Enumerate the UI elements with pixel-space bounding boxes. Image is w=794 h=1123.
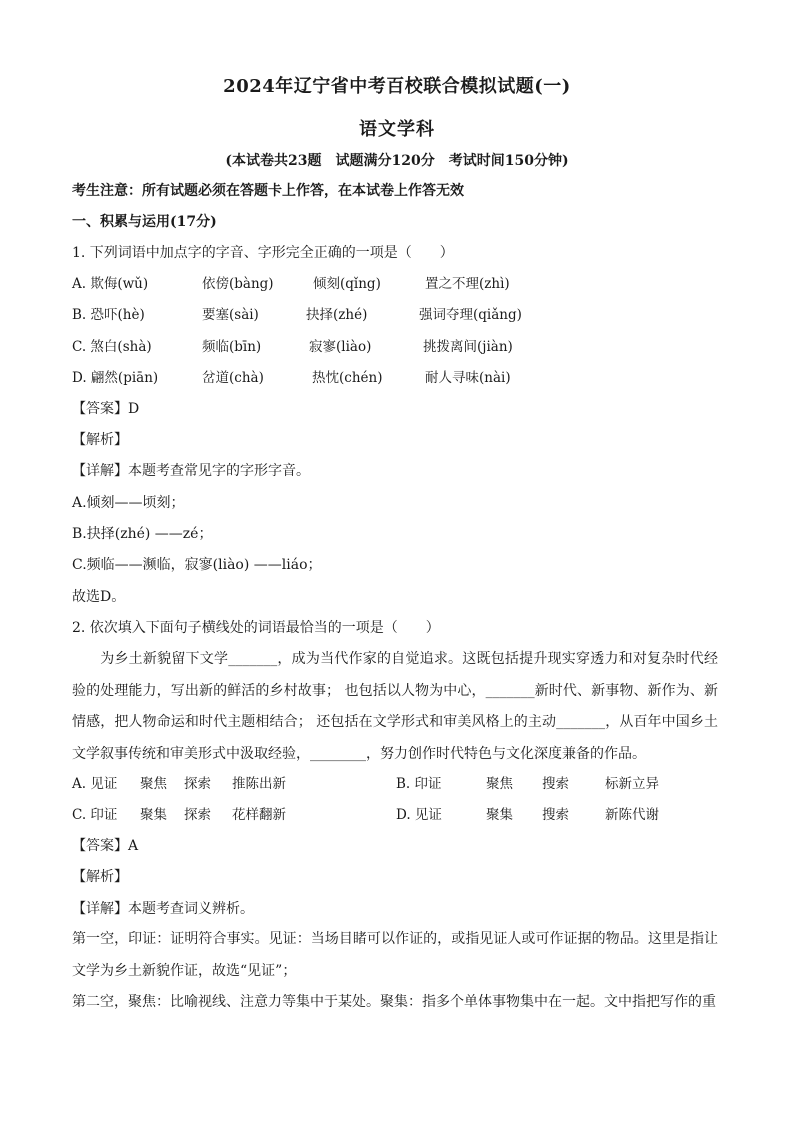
option-word: 聚焦 — [140, 776, 167, 792]
q1-option-c — [72, 337, 732, 357]
q1-option-a — [72, 274, 732, 294]
q1-detail-line: B.抉择(zhé) ——zé； — [72, 526, 213, 542]
option-word: 聚焦 — [486, 776, 513, 792]
question-2-stem: 2. 依次填入下面句子横线处的词语最恰当的一项是（ ） — [72, 620, 440, 636]
option-word: 挑拨离间(jiàn) — [423, 339, 513, 355]
subject-title: 语文学科 — [359, 119, 435, 140]
section-heading: 一、积累与运用(17分) — [72, 214, 217, 230]
option-label: B. 恐吓(hè) — [72, 307, 145, 323]
q2-option-b — [396, 774, 726, 794]
exam-title: 2024年辽宁省中考百校联合模拟试题(一) — [223, 76, 571, 97]
option-word: 耐人寻味(nài) — [425, 370, 511, 386]
option-word: 频临(bīn) — [202, 339, 262, 355]
q2-answer: 【答案】A — [72, 838, 139, 854]
option-label: B. 印证 — [396, 776, 442, 792]
q2-explanation-1: 第一空，印证：证明符合事实。见证：当场目睹可以作证的，或指见证人或可作证据的物品。这里是指让文学为乡土新貌作证，故选“见证”； — [72, 931, 718, 979]
option-word: 探索 — [184, 807, 211, 823]
option-word: 推陈出新 — [232, 776, 286, 792]
q1-detail-line: A.倾刻——顷刻； — [72, 495, 185, 511]
q1-option-d — [72, 368, 732, 388]
q1-conclusion: 故选D。 — [72, 589, 126, 605]
option-word: 聚集 — [486, 807, 513, 823]
option-word: 热忱(chén) — [312, 370, 383, 386]
option-word: 倾刻(qǐng) — [313, 276, 381, 292]
option-word: 聚集 — [140, 807, 167, 823]
option-word: 搜索 — [542, 807, 569, 823]
q2-passage-text: 为乡土新貌留下文学_______，成为当代作家的自觉追求。这既包括提升现实穿透力和对复杂时代经验的处理能力，写出新的鲜活的乡村故事； 也包括以人物为中心，_______新时代、新事物、新作为、新情感，把人物命运和时代主题相结合； 还包括在文学形式和审美风格上的主动_______，从百年中国乡土文学叙事传统和审美形式中汲取经验，________，努力创作时代特色与文化深度兼备的作品。 — [72, 651, 718, 762]
option-word: 探索 — [184, 776, 211, 792]
option-word: 新陈代谢 — [605, 807, 659, 823]
option-word: 抉择(zhé) — [306, 307, 368, 323]
q2-explanation-2: 第二空，聚焦：比喻视线、注意力等集中于某处。聚集：指多个单体事物集中在一起。文中指把写作的重 — [72, 994, 716, 1010]
option-word: 花样翻新 — [232, 807, 286, 823]
q2-passage — [72, 644, 718, 770]
q2-detail: 【详解】本题考查词义辨析。 — [72, 901, 254, 917]
question-1-stem: 1. 下列词语中加点字的字音、字形完全正确的一项是（ ） — [72, 245, 454, 261]
q1-analysis: 【解析】 — [72, 432, 128, 448]
option-word: 依傍(bàng) — [202, 276, 274, 292]
option-word: 标新立异 — [605, 776, 659, 792]
option-label: A. 见证 — [72, 776, 118, 792]
q1-option-b — [72, 305, 732, 325]
q1-detail: 【详解】本题考查常见字的字形字音。 — [72, 463, 310, 479]
option-label: D. 见证 — [396, 807, 442, 823]
q2-option-d — [396, 805, 726, 825]
option-word: 搜索 — [542, 776, 569, 792]
option-word: 置之不理(zhì) — [425, 276, 510, 292]
option-label: C. 印证 — [72, 807, 118, 823]
q1-answer: 【答案】D — [72, 401, 140, 417]
option-word: 要塞(sài) — [202, 307, 259, 323]
option-label: D. 翩然(piān) — [72, 370, 159, 386]
q1-detail-line: C.频临——濒临，寂寥(liào) ——liáo； — [72, 557, 322, 573]
q2-analysis: 【解析】 — [72, 869, 128, 885]
option-label: C. 煞白(shà) — [72, 339, 152, 355]
exam-notice: 考生注意：所有试题必须在答题卡上作答，在本试卷上作答无效 — [72, 183, 464, 199]
exam-info: (本试卷共23题 试题满分120分 考试时间150分钟) — [225, 153, 569, 169]
option-word: 岔道(chà) — [202, 370, 264, 386]
option-label: A. 欺侮(wǔ) — [72, 276, 149, 292]
option-word: 强词夺理(qiǎng) — [419, 307, 522, 323]
option-word: 寂寥(liào) — [309, 339, 372, 355]
